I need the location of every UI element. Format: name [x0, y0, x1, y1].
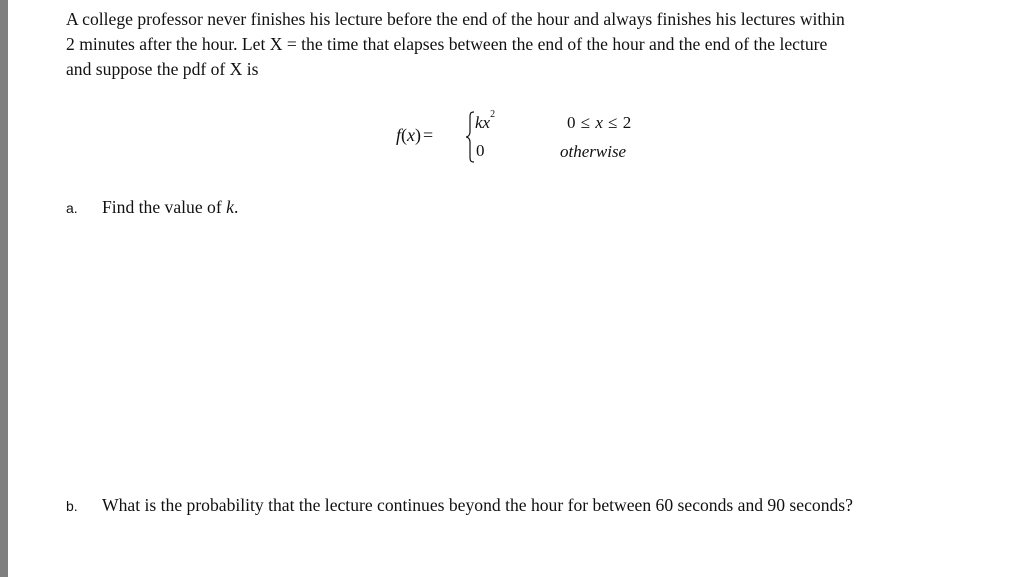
problem-line-1: A college professor never finishes his lecture before the end of the hour and always finishes his lectures within — [66, 9, 845, 29]
case1-variable: x — [482, 113, 491, 132]
question-a-text — [102, 197, 238, 217]
case1-condition-variable: x — [595, 113, 604, 132]
case2-condition: otherwise — [560, 142, 627, 161]
case1-condition-left: 0 ≤ — [567, 113, 596, 132]
problem-statement — [66, 7, 966, 82]
function-variable: x — [407, 125, 416, 145]
case1-expression — [475, 109, 496, 133]
equals-sign: = — [423, 125, 434, 145]
pdf-formula — [396, 108, 656, 170]
case2-expression: 0 — [476, 141, 485, 160]
problem-line-2: 2 minutes after the hour. Let X = the time that elapses between the end of the hour and the end of the lecture — [66, 34, 828, 54]
formula-lhs — [396, 125, 433, 146]
case1-condition-right: ≤ 2 — [603, 113, 632, 132]
question-a-text-after: . — [233, 197, 239, 217]
document-page — [8, 0, 1024, 577]
case1-coefficient: k — [475, 113, 483, 132]
window-left-border — [0, 0, 8, 577]
case1-exponent: 2 — [490, 109, 496, 121]
question-a — [66, 196, 238, 219]
question-a-label: a. — [66, 200, 78, 216]
question-b-label: b. — [66, 498, 78, 514]
open-paren: ( — [401, 125, 408, 145]
left-brace-icon — [465, 111, 475, 163]
problem-line-3: and suppose the pdf of X is — [66, 59, 259, 79]
question-b-text: What is the probability that the lecture continues beyond the hour for between 60 seconds and 90 seconds? — [102, 495, 853, 515]
case1-condition — [567, 113, 632, 133]
question-b — [66, 494, 853, 517]
question-a-variable: k — [226, 197, 234, 217]
close-paren: ) — [415, 125, 422, 145]
question-a-text-before: Find the value of — [102, 197, 227, 217]
function-name: f — [396, 125, 402, 145]
